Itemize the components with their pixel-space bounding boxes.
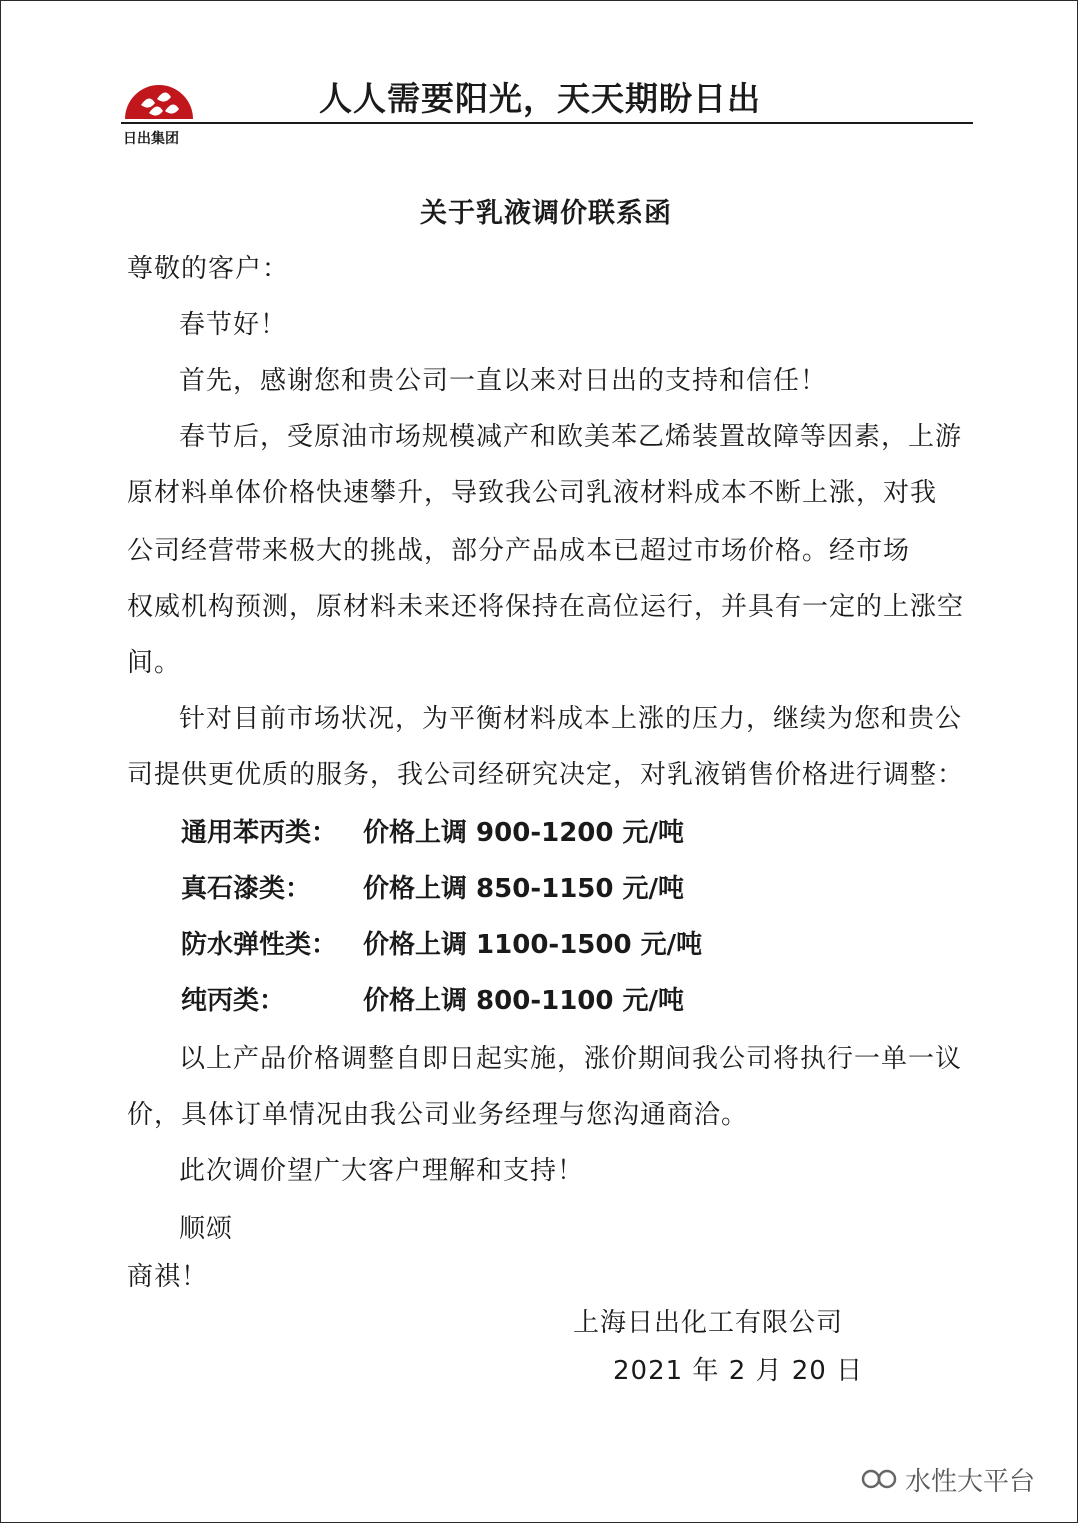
greeting: 春节好！	[179, 310, 288, 340]
signature-date: 2021 年 2 月 20 日	[613, 1356, 864, 1386]
price-adjustment-row	[181, 815, 684, 851]
price-adjustment-row	[181, 983, 684, 1019]
paragraph1-line: 公司经营带来极大的挑战，部分产品成本已超过市场价格。经市场	[127, 536, 911, 566]
letter-title: 关于乳液调价联系函	[420, 198, 672, 229]
price-change: 价格上调 850-1150 元/吨	[363, 874, 685, 904]
paragraph1-line: 间。	[127, 648, 182, 678]
paragraph1-line: 原材料单体价格快速攀升，导致我公司乳液材料成本不断上涨，对我	[127, 478, 938, 508]
source-watermark	[859, 1459, 1035, 1499]
salutation: 尊敬的客户：	[127, 254, 290, 284]
paragraph2-line: 针对目前市场状况，为平衡材料成本上涨的压力，继续为您和贵公	[179, 704, 963, 734]
paragraph2-line: 司提供更优质的服务，我公司经研究决定，对乳液销售价格进行调整：	[127, 760, 965, 790]
price-change: 价格上调 1100-1500 元/吨	[363, 930, 703, 960]
signature-company: 上海日出化工有限公司	[573, 1308, 844, 1338]
price-category: 纯丙类：	[181, 986, 286, 1016]
closing-line: 此次调价望广大客户理解和支持！	[179, 1156, 585, 1186]
paragraph3-line: 以上产品价格调整自即日起实施，涨价期间我公司将执行一单一议	[179, 1044, 963, 1074]
regards-line-1: 顺颂	[179, 1214, 234, 1244]
price-category: 真石漆类：	[181, 874, 312, 904]
header-divider	[121, 122, 973, 124]
thanks-line: 首先，感谢您和贵公司一直以来对日出的支持和信任！	[179, 366, 828, 396]
regards-line-2: 商祺！	[127, 1262, 209, 1292]
wechat-channel-icon	[859, 1464, 899, 1494]
paragraph3-line: 价，具体订单情况由我公司业务经理与您沟通商洽。	[127, 1100, 749, 1130]
paragraph1-line: 权威机构预测，原材料未来还将保持在高位运行，并具有一定的上涨空	[127, 592, 965, 622]
price-change: 价格上调 900-1200 元/吨	[363, 818, 685, 848]
header-slogan: 人人需要阳光，天天期盼日出	[319, 79, 761, 118]
price-change: 价格上调 800-1100 元/吨	[363, 986, 685, 1016]
price-category: 通用苯丙类：	[181, 818, 338, 848]
logo-text: 日出集团	[123, 131, 179, 147]
price-adjustment-row	[181, 871, 684, 907]
paragraph1-line: 春节后，受原油市场规模减产和欧美苯乙烯装置故障等因素，上游	[179, 422, 963, 452]
price-adjustment-row	[181, 927, 702, 963]
watermark-text: 水性大平台	[905, 1466, 1036, 1497]
price-category: 防水弹性类：	[181, 930, 338, 960]
